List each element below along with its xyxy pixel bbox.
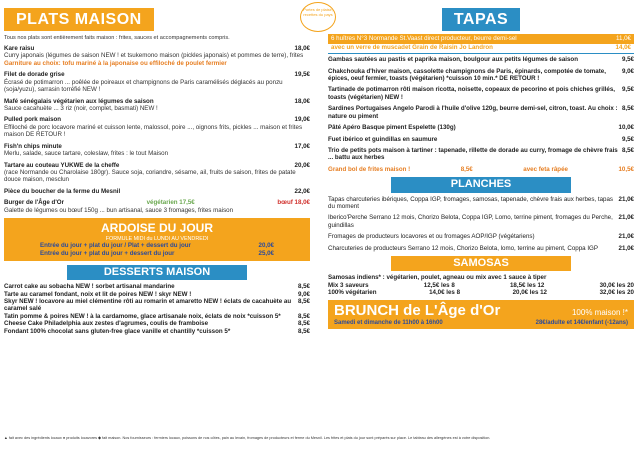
- planche-price: 21,0€: [618, 195, 634, 203]
- dessert-price: 9,0€: [297, 290, 310, 298]
- plats-column: [0, 0, 333, 335]
- brunch-panel: [328, 300, 634, 329]
- tapas-name: Fuet ibérico et guindillas en saumure: [328, 135, 438, 143]
- oysters-wine-line: [328, 44, 634, 51]
- samosas-intro: Samosas indiens* : végétarien, poulet, agneau ou mix avec 1 sauce à tiper: [328, 274, 547, 282]
- dessert-name: Cheese Cake Philadelphia aux zestes d'agrumes, coulis de framboise: [4, 320, 209, 328]
- tapas-item: [328, 147, 634, 162]
- ardoise-line-price: 20,0€: [258, 242, 274, 250]
- brunch-schedule: Samedi et dimanche de 11h00 à 16h00: [334, 319, 443, 326]
- desserts-title: DESSERTS MAISON: [67, 265, 247, 280]
- item-price: 19,0€: [294, 116, 310, 124]
- oysters-wine-price: 14,0€: [615, 43, 631, 51]
- tapas-title: TAPAS: [442, 8, 520, 31]
- tapas-item: [328, 56, 634, 63]
- item-extra: Garniture au choix: tofu mariné à la japonaise ou effiloché de poulet fermier: [4, 59, 227, 67]
- menu-item-mafe: [4, 98, 310, 113]
- tapas-name: Tartinade de potimarron rôti maison ricotta, noisette, copeaux de pecorino et pois chiches grillés, toasts (végétarien) NEW !: [328, 86, 615, 101]
- tapas-name: Sardines Portugaises Angelo Parodi à l'huile d'olive 120g, beurre demi-sel, citron, toast. Au choix : nature ou piment: [328, 105, 618, 120]
- tapas-price: 10,0€: [618, 124, 634, 132]
- tapas-item: [328, 86, 634, 101]
- item-name: Kare raisu: [4, 44, 35, 52]
- samosas-title: SAMOSAS: [391, 256, 571, 271]
- menu-item-piece-boucher: [4, 188, 310, 195]
- item-name: Pièce du boucher de la ferme du Mesnil: [4, 187, 121, 195]
- planches-title: PLANCHES: [391, 177, 571, 192]
- item-desc: (race Normande ou Charolaise 180gr). Sauce soja, coriandre, sésame, ail, fruits de saison, frites de patate douce maison, mesclun: [4, 169, 296, 184]
- menu-item-burger: [4, 199, 310, 214]
- dessert-item: [4, 328, 310, 335]
- samosas-label: Mix 3 saveurs: [328, 281, 369, 289]
- samosas-price-20: 32,0€ les 20: [599, 289, 634, 297]
- menu-item-tartare: [4, 162, 310, 184]
- item-desc: Curry japonais (légumes de saison NEW ! et tsukemono maison (pickles japonais) et pommes de terre), frites: [4, 52, 304, 60]
- tapas-item: [328, 105, 634, 120]
- dessert-name: Carrot cake au sobacha NEW ! sorbet artisanal mandarine: [4, 283, 175, 291]
- dessert-price: 8,5€: [297, 283, 310, 291]
- plats-title: PLATS MAISON: [4, 8, 154, 31]
- item-desc: Galette de légumes ou bœuf 150g ... bun artisanal, sauce 3 fromages, frites maison: [4, 206, 234, 214]
- dessert-name: Skyr NEW ! locavore au miel clémentine rôti au romarin et amaretto NEW ! éclats de cacahuète au caramel salé: [4, 298, 292, 313]
- plats-intro: Tous nos plats sont entièrement faits maison : frites, sauces et accompagnements compris.: [4, 35, 230, 42]
- tapas-name: Gambas sautées au pastis et paprika maison, boulgour aux petits légumes de saison: [328, 56, 578, 64]
- item-name: Filet de dorade grise: [4, 71, 65, 79]
- item-name: Mafé sénégalais végétarien aux légumes de saison: [4, 97, 154, 105]
- grand-bol-price: 8,5€: [460, 165, 473, 173]
- ardoise-line: [10, 250, 304, 257]
- menu-item-fish: [4, 143, 310, 158]
- item-desc: Sauce cacahuète ... 3 riz (noir, complet, basmati) NEW !: [4, 104, 158, 112]
- oysters-text: 6 huîtres N°3 Normande St.Vaast direct producteur, beurre demi-sel: [331, 35, 517, 43]
- tapas-item: [328, 68, 634, 83]
- dessert-name: Tatin pomme & poires NEW ! à la cardamome, glace artisanale noix, éclats de noix *cuisson 5*: [4, 312, 281, 320]
- dessert-price: 8,5€: [297, 320, 310, 328]
- tapas-price: 9,5€: [621, 86, 634, 94]
- item-price: 20,0€: [294, 161, 310, 169]
- samosas-price-8: 14,0€ les 8: [429, 289, 461, 297]
- item-desc: Écrasé de potimarron ... poêlée de poireaux et champignons de Paris caramélisés déglacés au ponzu (soja/yuzu), sarrasin torréfié NEW !: [4, 78, 283, 94]
- menu-item-dorade: [4, 71, 310, 93]
- ardoise-panel: [4, 218, 310, 261]
- tapas-price: 9,5€: [621, 135, 634, 143]
- planche-name: Iberico'Perche Serrano 12 mois, Chorizo Belota, Coppa IGP, Lomo, terrine piment, fromages du Perche, guindillas: [328, 214, 613, 229]
- ardoise-line-price: 25,0€: [258, 249, 274, 257]
- samosas-price-12: 18,5€ les 12: [509, 281, 545, 289]
- item-desc: Effiloché de porc locavore mariné et cuisson lente, malossol, poire ..., oignons frits, pickles ... maison et frites maison DE RETOUR !: [4, 123, 303, 139]
- desserts-list: [4, 283, 310, 335]
- ardoise-title: ARDOISE DU JOUR: [100, 221, 213, 236]
- brunch-title: BRUNCH de L'Âge d'Or: [334, 301, 501, 319]
- item-name: Fish'n chips minute: [4, 142, 62, 150]
- brand-stamp: Portes de plaisir, recettes du pays: [300, 2, 336, 32]
- tapas-item: [328, 136, 634, 143]
- dessert-item: [4, 298, 310, 313]
- planche-item: [328, 196, 634, 211]
- item-name: Tartare au couteau YUKWE de la cheffe: [4, 161, 120, 169]
- grand-bol-text: Grand bol de frites maison !: [328, 165, 411, 173]
- burger-beef-option: bœuf 18,0€: [277, 199, 310, 207]
- oysters-line: [328, 34, 634, 43]
- item-price: 17,0€: [294, 142, 310, 150]
- tapas-price: 8,5€: [621, 147, 634, 154]
- ardoise-line-text: Entrée du jour + plat du jour / Plat + dessert du jour: [40, 242, 191, 250]
- tapas-item: [328, 124, 634, 131]
- dessert-item: [4, 283, 310, 290]
- ardoise-line-text: Entrée du jour + plat du jour + dessert du jour: [40, 249, 175, 257]
- samosas-price-12: 20,0€ les 12: [512, 289, 547, 297]
- dessert-name: Fondant 100% chocolat sans gluten-free glace vanille et chantilly *cuisson 5*: [4, 327, 231, 335]
- planche-name: Fromages de producteurs locavores et ou fromages AOP/IGP (végétariens): [328, 233, 535, 241]
- planche-item: [328, 233, 634, 240]
- item-price: 22,0€: [294, 187, 310, 195]
- tapas-price: 8,5€: [621, 105, 634, 113]
- menu-item-pulled-pork: [4, 116, 310, 138]
- tapas-column: [324, 0, 638, 329]
- samosas-label: 100% végétarien: [328, 289, 377, 297]
- dessert-price: 8,5€: [297, 312, 310, 320]
- samosas-price-8: 12,5€ les 8: [423, 281, 455, 289]
- dessert-price: 8,5€: [297, 298, 310, 306]
- grand-bol-feta-price: 10,5€: [618, 165, 634, 173]
- ardoise-subtitle: FORMULE MIDI du LUNDI AU VENDREDI: [105, 235, 209, 242]
- dessert-name: Tarte au caramel fondant, noix et lit de poires NEW ! skyr NEW !: [4, 290, 192, 298]
- planche-price: 21,0€: [618, 214, 634, 222]
- samosas-row: [328, 282, 634, 289]
- burger-veg-option: végétarien 17,5€: [146, 199, 195, 207]
- dessert-item: [4, 313, 310, 320]
- tapas-price: 9,0€: [621, 67, 634, 75]
- samosas-price-20: 30,0€ les 20: [599, 281, 634, 289]
- oysters-price: 11,0€: [615, 35, 631, 43]
- dessert-item: [4, 320, 310, 327]
- tapas-price: 9,5€: [621, 56, 634, 64]
- grand-bol-feta-text: avec feta râpée: [523, 165, 568, 173]
- samosas-row: [328, 289, 634, 296]
- tapas-name: Pâté Apéro Basque piment Espelette (130g): [328, 124, 456, 132]
- planche-name: Tapas charcuteries ibériques, Coppa IGP, fromages, samosas, tapenade, chèvre frais aux herbes, tapas du moment: [328, 195, 614, 210]
- tapas-name: Chakchouka d'hiver maison, cassolette champignons de Paris, épinards, compotée de tomate, épices, oeuf fermier, toasts (végétarien) *cuisson 10 min.* DE RETOUR !: [328, 67, 606, 82]
- item-name: Pulled pork maison: [4, 116, 62, 124]
- planche-price: 21,0€: [618, 233, 634, 241]
- tapas-name: Trio de petits pots maison à tartiner : tapenade, rillette de dorade au curry, fromage de chèvre frais ... battu aux herbes: [328, 147, 618, 162]
- oysters-wine-text: avec un verre de muscadet Grain de Raisin Jo Landron: [331, 43, 493, 51]
- grand-bol-line: [328, 166, 634, 173]
- planche-item: [328, 245, 634, 252]
- footer-note: ▲ fait avec des ingrédients locaux ● produits locavores ◆ fait maison. Nos fournisseurs : fermiers locaux, poissons de nos côtes, pain au levain, fromages de producteurs et ferme du Mesnil. Les frites et plats du jour sont préparés sur place. Le tableau des allergènes est à votre disposition.: [4, 436, 491, 440]
- brunch-tag: 100% maison !*: [571, 307, 628, 317]
- dessert-price: 8,5€: [297, 327, 310, 335]
- item-price: 18,0€: [294, 44, 310, 52]
- item-price: 18,0€: [294, 97, 310, 105]
- divider: [328, 53, 634, 54]
- dessert-item: [4, 291, 310, 298]
- ardoise-line: [10, 242, 304, 249]
- brunch-price: 28€/adulte et 14€/enfant (-12ans): [535, 319, 628, 326]
- planche-price: 21,0€: [618, 244, 634, 252]
- item-name: Burger de l'Âge d'Or: [4, 199, 65, 207]
- item-price: 19,5€: [294, 71, 310, 79]
- planche-item: [328, 214, 634, 229]
- item-desc: Merlu, salade, sauce tartare, coleslaw, frites : le tout Maison: [4, 150, 169, 158]
- menu-item-kare: [4, 45, 310, 67]
- planche-name: Charcuteries de producteurs Serrano 12 mois, Chorizo Belota, lomo, terrine au piment, Coppa IGP: [328, 244, 598, 252]
